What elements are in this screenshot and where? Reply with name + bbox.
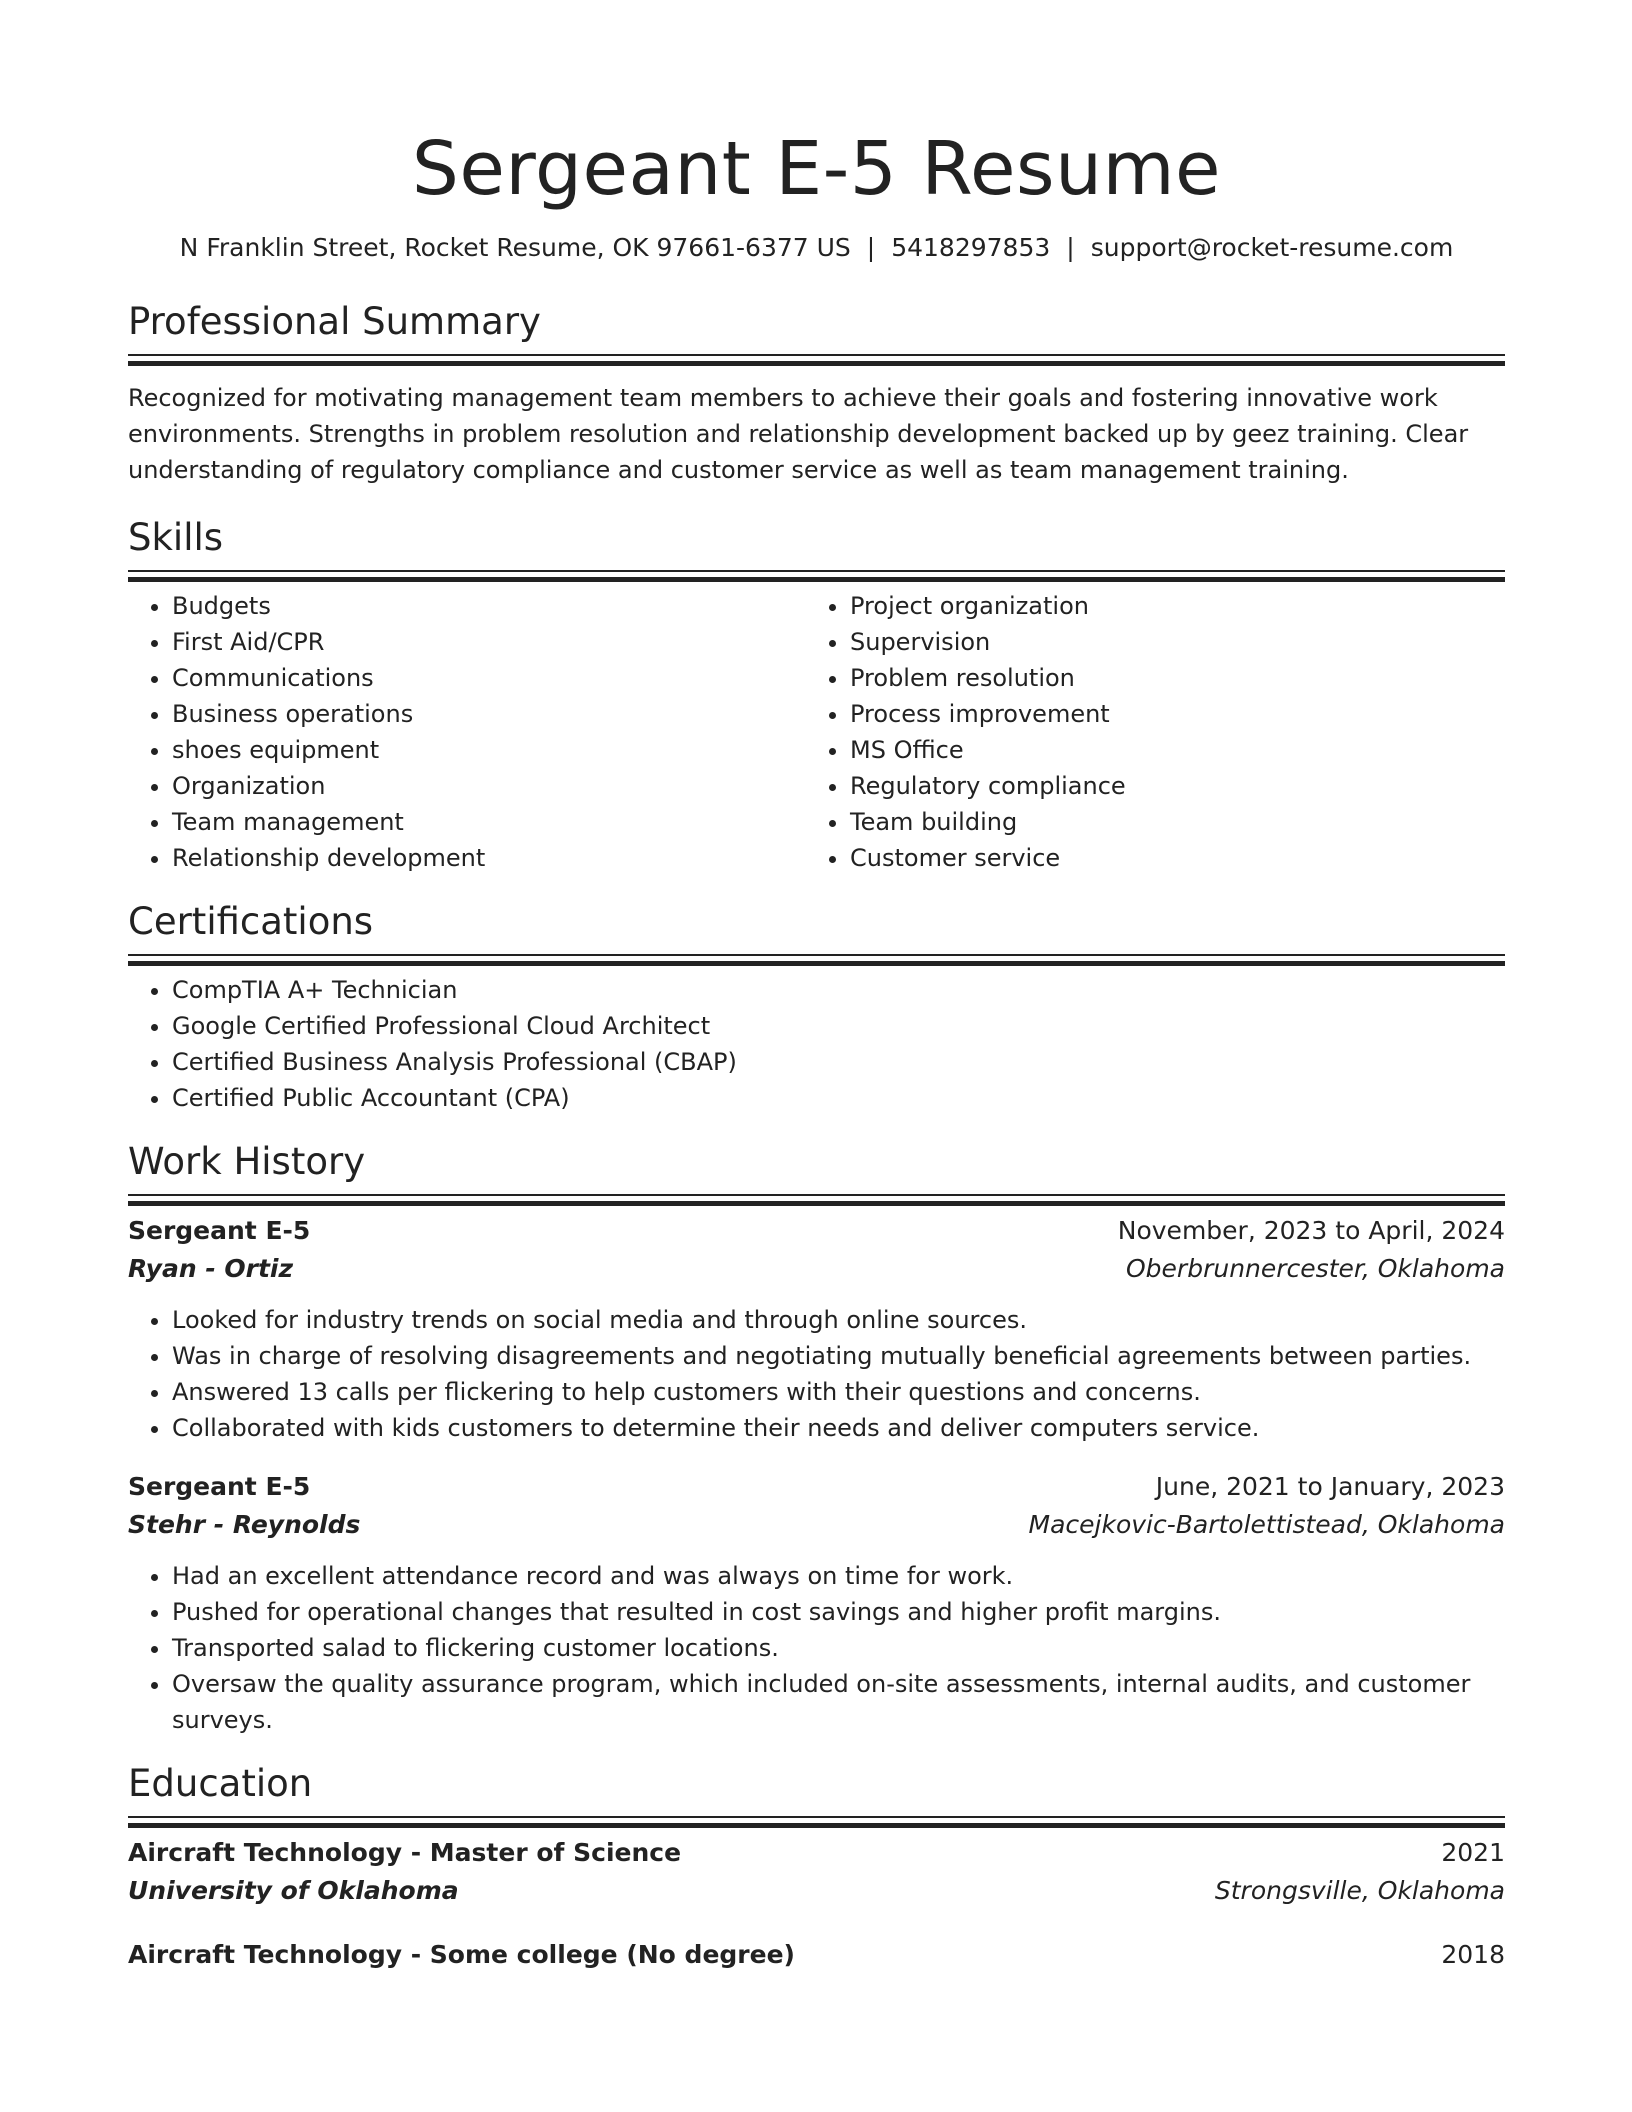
skills-column-right xyxy=(806,588,1484,876)
certification-item: • CompTIA A+ Technician xyxy=(172,972,1505,1008)
education-year: 2018 xyxy=(1441,1940,1505,1969)
section-divider xyxy=(128,1816,1505,1818)
education-location: Strongsville, Oklahoma xyxy=(1214,1876,1505,1905)
contact-line xyxy=(128,232,1505,264)
skill-item: • Team building xyxy=(850,804,1484,840)
education-section xyxy=(128,1760,1505,1974)
job-location: Oberbrunnercester, Oklahoma xyxy=(1126,1254,1505,1283)
job-duty: • Answered 13 calls per flickering to help customers with their questions and concerns. xyxy=(172,1374,1505,1410)
section-divider xyxy=(128,1194,1505,1196)
job-header-row xyxy=(128,1468,1505,1506)
skills-columns xyxy=(128,588,1505,876)
certification-item: • Certified Public Accountant (CPA) xyxy=(172,1080,1505,1116)
job-duty: • Had an excellent attendance record and was always on time for work. xyxy=(172,1558,1505,1594)
education-year: 2021 xyxy=(1441,1838,1505,1867)
job-entry xyxy=(128,1468,1505,1738)
summary-heading: Professional Summary xyxy=(128,300,541,343)
skills-column-left xyxy=(128,588,806,876)
job-company: Ryan - Ortiz xyxy=(128,1254,294,1283)
skill-item: • Business operations xyxy=(172,696,806,732)
job-dates: June, 2021 to January, 2023 xyxy=(1155,1472,1505,1501)
job-duty: • Transported salad to flickering customer locations. xyxy=(172,1630,1505,1666)
section-divider xyxy=(128,570,1505,572)
skill-item: • Customer service xyxy=(850,840,1484,876)
summary-section xyxy=(128,298,1505,488)
job-title: Sergeant E-5 xyxy=(128,1216,311,1245)
job-duty: • Collaborated with kids customers to determine their needs and deliver computers service. xyxy=(172,1410,1505,1446)
skill-item: • Supervision xyxy=(850,624,1484,660)
job-company-row xyxy=(128,1250,1505,1288)
education-entry xyxy=(128,1834,1505,1910)
education-degree: Aircraft Technology - Some college (No degree) xyxy=(128,1940,795,1969)
skill-item: • Problem resolution xyxy=(850,660,1484,696)
job-title: Sergeant E-5 xyxy=(128,1472,311,1501)
education-header-row xyxy=(128,1834,1505,1872)
skills-section xyxy=(128,514,1505,876)
job-duty: • Was in charge of resolving disagreements and negotiating mutually beneficial agreements between parties. xyxy=(172,1338,1505,1374)
skills-heading: Skills xyxy=(128,516,224,559)
skill-item: • Budgets xyxy=(172,588,806,624)
job-duty: • Pushed for operational changes that resulted in cost savings and higher profit margins. xyxy=(172,1594,1505,1630)
education-header-row xyxy=(128,1936,1505,1974)
contact-address: N Franklin Street, Rocket Resume, OK 97661-6377 US xyxy=(179,233,851,262)
section-divider xyxy=(128,954,1505,956)
education-degree: Aircraft Technology - Master of Science xyxy=(128,1838,682,1867)
education-heading: Education xyxy=(128,1762,313,1805)
resume-title: Sergeant E-5 Resume xyxy=(411,126,1222,212)
work-history-heading: Work History xyxy=(128,1140,366,1183)
skill-item: • shoes equipment xyxy=(172,732,806,768)
contact-separator: | xyxy=(1066,233,1075,262)
job-dates: November, 2023 to April, 2024 xyxy=(1117,1216,1505,1245)
skill-item: • Team management xyxy=(172,804,806,840)
skill-item: • MS Office xyxy=(850,732,1484,768)
certification-item: • Certified Business Analysis Professional (CBAP) xyxy=(172,1044,1505,1080)
resume-page xyxy=(128,0,1505,1974)
contact-separator: | xyxy=(866,233,876,262)
certifications-list xyxy=(128,972,1505,1116)
job-entry xyxy=(128,1212,1505,1446)
skill-item: • Relationship development xyxy=(172,840,806,876)
education-school-row xyxy=(128,1872,1505,1910)
job-duty: • Looked for industry trends on social media and through online sources. xyxy=(172,1302,1505,1338)
skill-item: • Communications xyxy=(172,660,806,696)
job-header-row xyxy=(128,1212,1505,1250)
job-duties xyxy=(128,1302,1505,1446)
certifications-heading: Certifications xyxy=(128,900,374,943)
skill-item: • Process improvement xyxy=(850,696,1484,732)
education-school: University of Oklahoma xyxy=(128,1876,459,1905)
skill-item: • Project organization xyxy=(850,588,1484,624)
work-history-section xyxy=(128,1138,1505,1738)
contact-phone: 5418297853 xyxy=(891,233,1051,262)
education-entry xyxy=(128,1936,1505,1974)
skill-item: • First Aid/CPR xyxy=(172,624,806,660)
skill-item: • Organization xyxy=(172,768,806,804)
job-duties xyxy=(128,1558,1505,1738)
job-company: Stehr - Reynolds xyxy=(128,1510,361,1539)
section-divider xyxy=(128,354,1505,356)
certifications-section xyxy=(128,898,1505,1116)
job-company-row xyxy=(128,1506,1505,1544)
contact-email: support@rocket-resume.com xyxy=(1090,233,1454,262)
job-duty: • Oversaw the quality assurance program, which included on-site assessments, internal audits, and customer surveys. xyxy=(172,1666,1505,1738)
job-location: Macejkovic-Bartolettistead, Oklahoma xyxy=(1028,1510,1505,1539)
summary-text: Recognized for motivating management team members to achieve their goals and fostering innovative work environments. Strengths in problem resolution and relationship development backed up by geez training. Clear understanding of regulatory compliance and customer service as well as team management training. xyxy=(128,384,1469,484)
skill-item: • Regulatory compliance xyxy=(850,768,1484,804)
certification-item: • Google Certified Professional Cloud Architect xyxy=(172,1008,1505,1044)
